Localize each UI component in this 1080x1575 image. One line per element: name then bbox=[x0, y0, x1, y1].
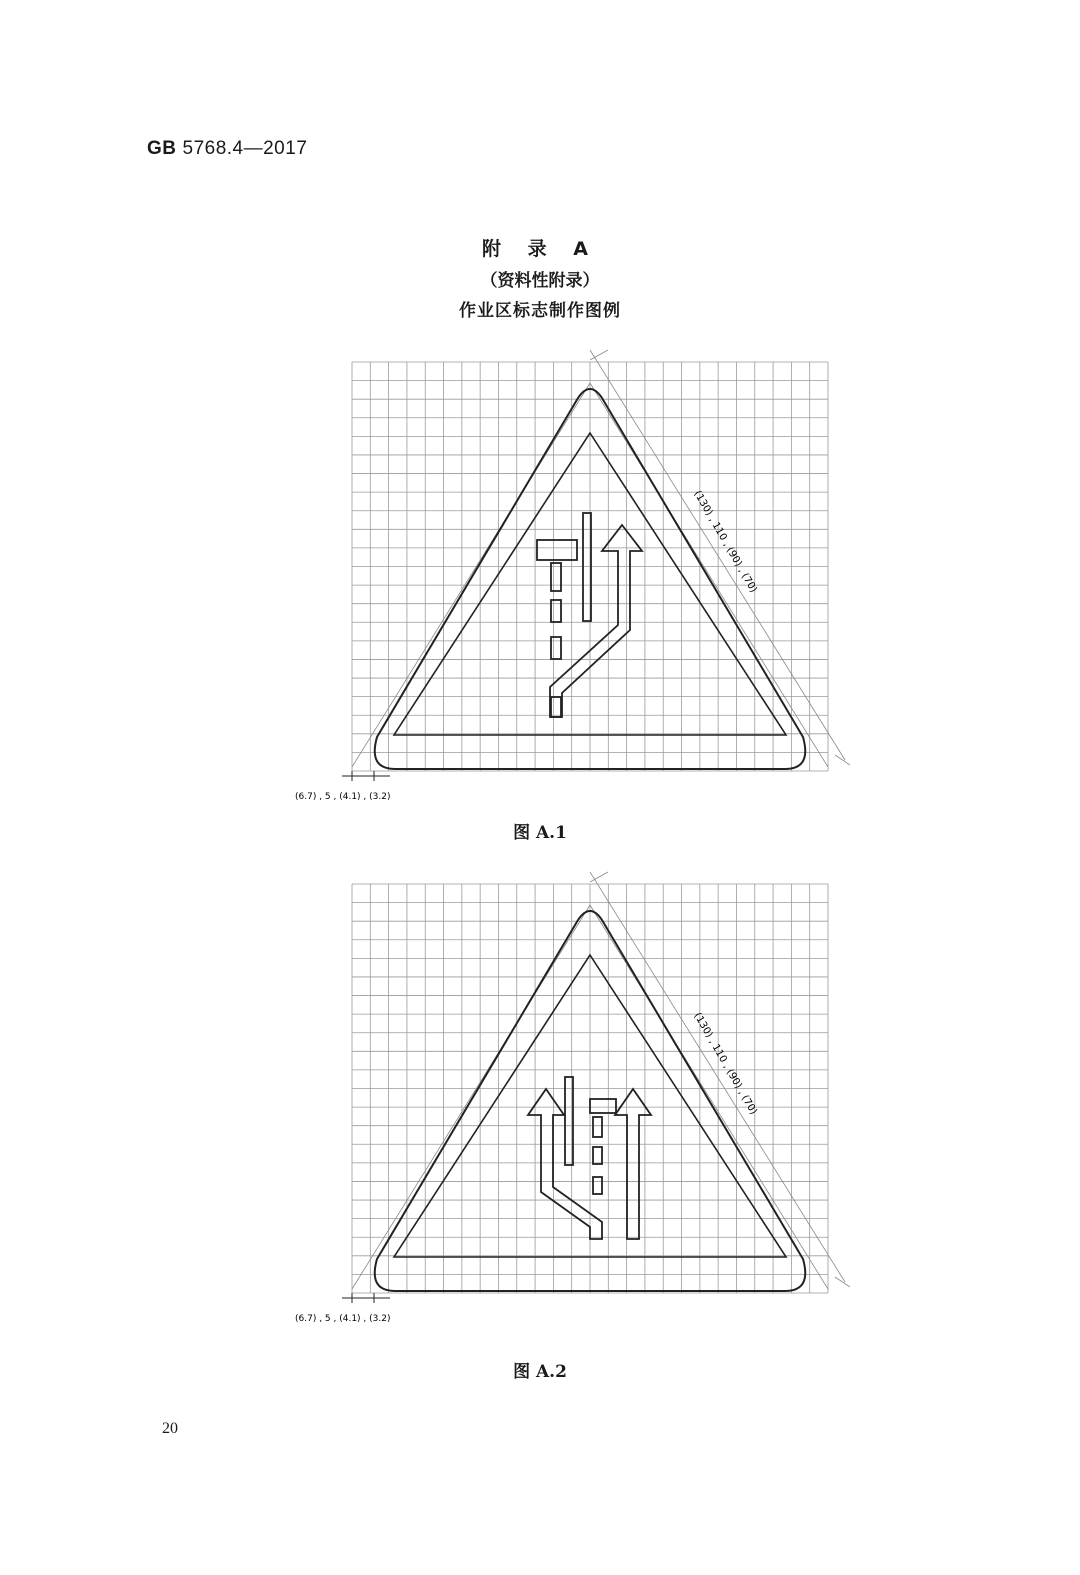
border-dimension-marks bbox=[342, 771, 390, 781]
dimension-guides bbox=[352, 350, 850, 767]
border-dimension-label: (6.7) , 5 , (4.1) , (3.2) bbox=[295, 1314, 391, 1324]
dimension-guides bbox=[352, 872, 850, 1289]
lane-shift-symbol bbox=[528, 1077, 651, 1239]
barrier-block bbox=[537, 540, 577, 560]
page-number: 20 bbox=[162, 1420, 178, 1437]
border-dimension-label: (6.7) , 5 , (4.1) , (3.2) bbox=[295, 792, 391, 802]
grid bbox=[352, 362, 828, 771]
lane-dash-3 bbox=[551, 637, 561, 659]
lane-dash-1 bbox=[593, 1117, 602, 1137]
standard-code bbox=[147, 138, 307, 160]
lane-dash-1 bbox=[551, 563, 561, 591]
figure-a1-caption: 图 A.1 bbox=[513, 823, 567, 843]
lane-dash-3 bbox=[593, 1177, 602, 1194]
appendix-type: （资料性附录） bbox=[480, 271, 600, 291]
figure-a2-caption: 图 A.2 bbox=[513, 1362, 567, 1382]
lane-dash-4 bbox=[551, 697, 561, 717]
merge-arrow bbox=[550, 525, 642, 717]
appendix-title: 附 录 A bbox=[482, 238, 598, 260]
side-dimension-label: (130) , 110 , (90) , (70) bbox=[691, 489, 759, 595]
side-dimension-label: (130) , 110 , (90) , (70) bbox=[691, 1011, 759, 1117]
barrier-block bbox=[590, 1099, 616, 1113]
figure-a2 bbox=[290, 867, 850, 1337]
lane-dash-2 bbox=[593, 1147, 602, 1164]
standard-number: 5768.4—2017 bbox=[182, 138, 308, 159]
border-dimension-marks bbox=[342, 1293, 390, 1303]
standard-prefix: GB bbox=[147, 138, 177, 159]
straight-arrow bbox=[615, 1089, 651, 1239]
figure-a1-drawing bbox=[290, 345, 850, 815]
figure-a1 bbox=[290, 345, 850, 815]
figure-a2-drawing bbox=[290, 867, 850, 1337]
appendix-subtitle: 作业区标志制作图例 bbox=[459, 301, 621, 321]
